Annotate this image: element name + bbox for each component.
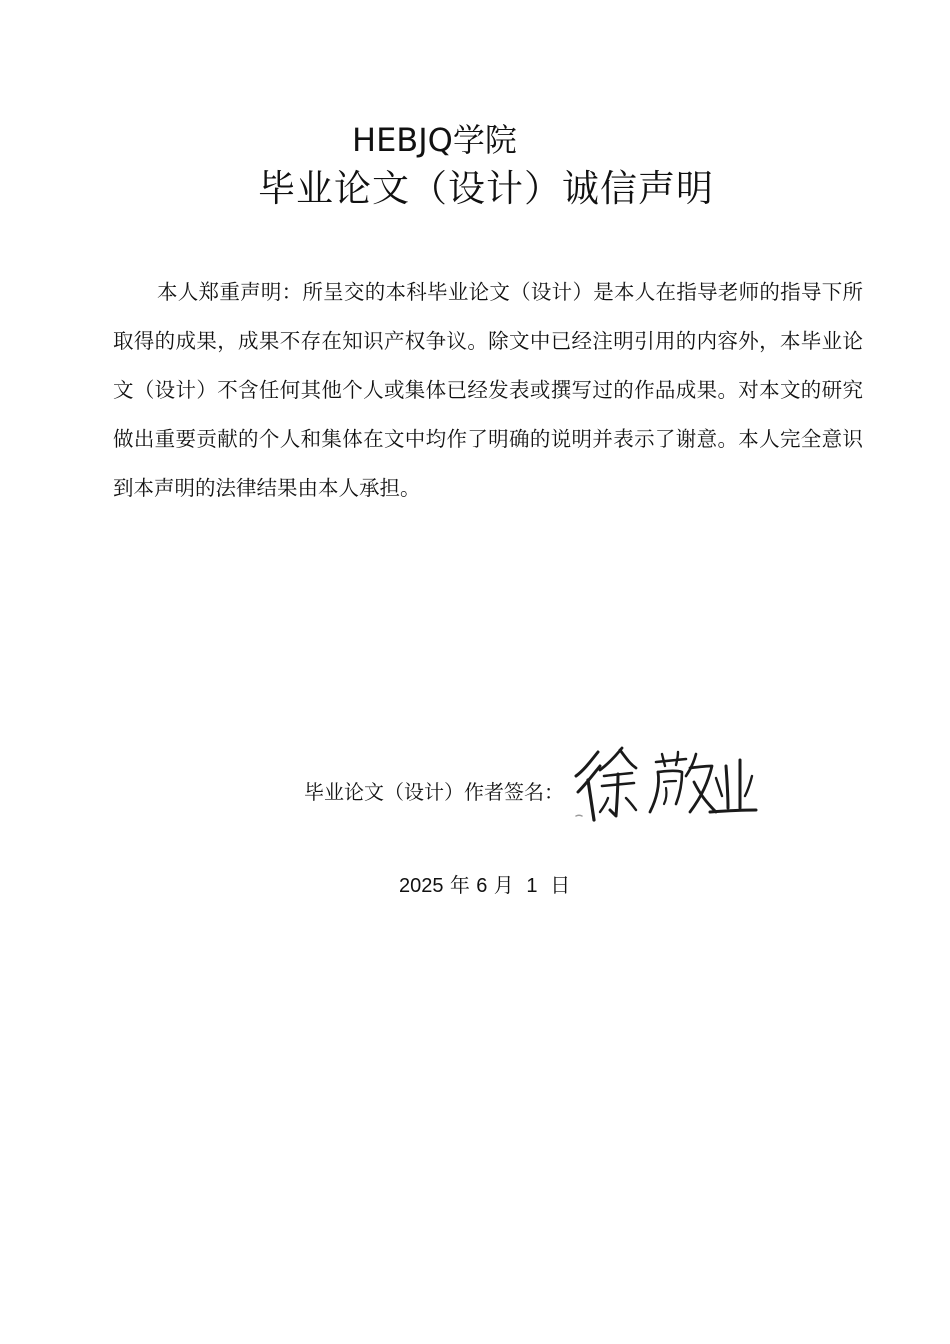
signature-date: [399, 871, 570, 900]
date-day: 1: [526, 875, 538, 897]
date-year: 2025: [399, 875, 444, 897]
document-title: 毕业论文（设计）诚信声明: [258, 167, 714, 210]
date-day-unit: 日: [550, 873, 571, 897]
signature-label: 毕业论文（设计）作者签名：: [304, 779, 564, 804]
date-month: 6: [476, 875, 488, 897]
date-month-unit: 月: [493, 873, 514, 897]
institution-name: HEBJQ学院: [352, 121, 517, 159]
date-year-unit: 年: [449, 873, 470, 897]
declaration-statement: 本人郑重声明：所呈交的本科毕业论文（设计）是本人在指导老师的指导下所取得的成果，成果不存在知识产权争议。除文中已经注明引用的内容外，本毕业论文（设计）不含任何其他个人或集体已经发表或撰写过的作品成果。对本文的研究做出重要贡献的个人和集体在文中均作了明确的说明并表示了谢意。本人完全意识到本声明的法律结果由本人承担。: [113, 280, 863, 500]
signature-line: [304, 770, 564, 810]
handwritten-signature: [570, 742, 760, 828]
